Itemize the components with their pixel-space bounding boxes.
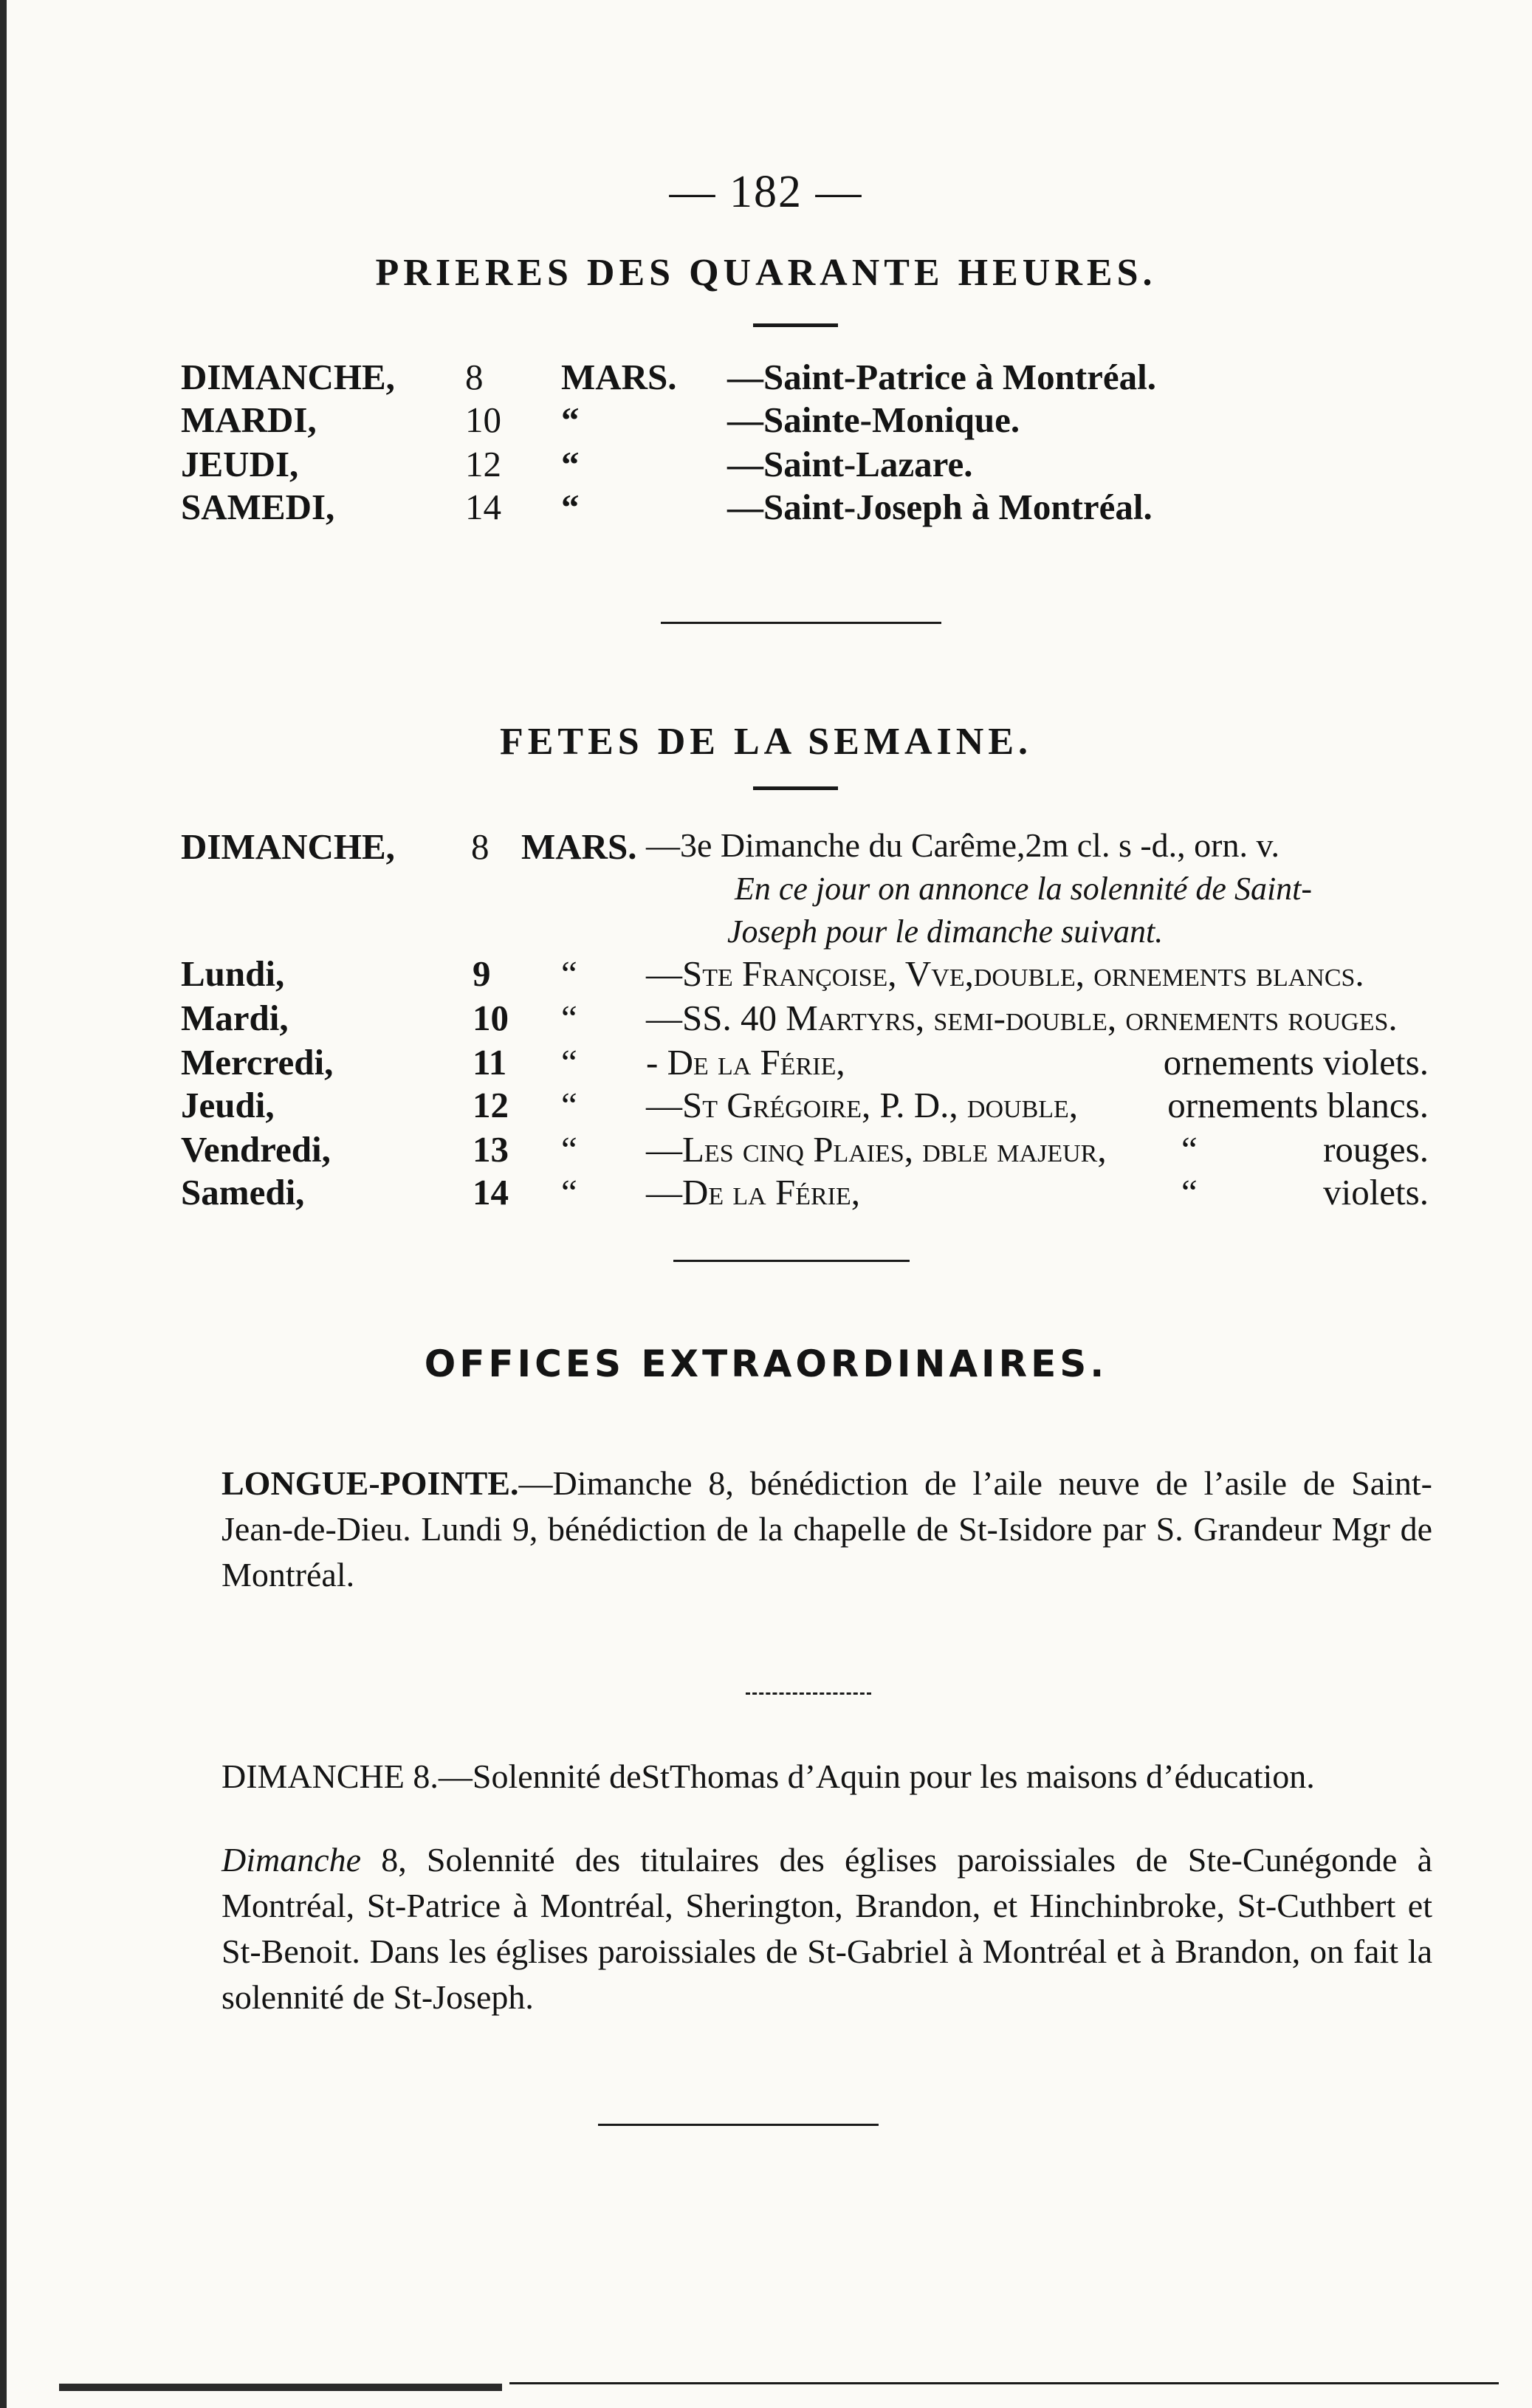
- office-lead: LONGUE-POINTE.: [221, 1464, 519, 1502]
- prayer-day: SAMEDI,: [181, 487, 335, 527]
- feast-ditto: “: [561, 1172, 577, 1212]
- section-title-feasts: FETES DE LA SEMAINE.: [499, 721, 1033, 763]
- prayer-row: [0, 443, 1532, 487]
- prayer-row: [0, 399, 1532, 443]
- page-bottom-edge: [509, 2382, 1499, 2384]
- feast-date: 11: [473, 1042, 507, 1083]
- feast-description: - De la Férie,: [646, 1042, 845, 1083]
- feast-ornaments: ornements blancs.: [1167, 1085, 1429, 1125]
- prayer-place: —Saint-Joseph à Montréal.: [727, 487, 1153, 527]
- title-underline: [753, 786, 838, 790]
- feast-note: [0, 913, 1532, 957]
- office-paragraph-longue-pointe: [221, 1461, 1432, 1598]
- prayer-date: 14: [465, 487, 501, 527]
- feast-ditto: “: [561, 1085, 577, 1125]
- office-text: 8, Solennité des titulaires des églises paroissiales de Ste-Cunégonde à Montréal, St-Patrice à Montréal, Sherington, Brandon, et Hinchinbroke, St-Cuthbert et St-Benoit. Dans les églises paroissiales de St-Gabriel à Montréal et à Brandon, on fait la solennité de St-Joseph.: [221, 1841, 1432, 2016]
- ornament-divider: [746, 1692, 871, 1697]
- feast-day: Jeudi,: [181, 1085, 275, 1125]
- feast-row: [0, 1084, 1532, 1128]
- office-paragraph-st-thomas: DIMANCHE 8.—Solennité deStThomas d’Aquin pour les maisons d’éducation.: [221, 1757, 1315, 1795]
- feast-description: —3e Dimanche du Carême,2m cl. s -d., orn. v.: [646, 826, 1280, 864]
- feast-day: Mercredi,: [181, 1042, 334, 1083]
- prayer-place: —Saint-Lazare.: [727, 444, 973, 484]
- prayer-row: [0, 356, 1532, 400]
- feast-row: [0, 1171, 1532, 1215]
- page-bottom-edge: [59, 2384, 502, 2391]
- feast-ditto: “: [561, 1042, 577, 1083]
- feast-row: [0, 953, 1532, 997]
- prayer-place: —Sainte-Monique.: [727, 399, 1020, 440]
- feast-date: 9: [473, 953, 491, 994]
- prayer-month: “: [561, 444, 580, 484]
- feast-ornaments: violets.: [1323, 1172, 1429, 1212]
- feast-month: MARS.: [521, 826, 637, 867]
- feast-date: 12: [473, 1085, 509, 1125]
- feast-day: Vendredi,: [181, 1129, 331, 1170]
- prayer-row: [0, 486, 1532, 530]
- feast-date: 14: [473, 1172, 509, 1212]
- section-title-prayers: PRIERES DES QUARANTE HEURES.: [375, 252, 1157, 294]
- prayer-day: DIMANCHE,: [181, 357, 395, 397]
- section-divider: [598, 2124, 879, 2126]
- title-underline: [753, 323, 838, 327]
- feast-note-line: Joseph pour le dimanche suivant.: [727, 913, 1164, 950]
- feast-note: [0, 870, 1532, 914]
- prayer-month: MARS.: [561, 357, 677, 397]
- feast-description: —St Grégoire, P. D., double,: [646, 1085, 1079, 1125]
- prayer-month: “: [561, 399, 580, 440]
- feast-day: DIMANCHE,: [181, 826, 395, 867]
- office-text: —Dimanche 8, bénédiction de l’aile neuve de l’asile de Saint-Jean-de-Dieu. Lundi 9, bénédiction de la chapelle de St-Isidore par S. Grandeur Mgr de Montréal.: [221, 1464, 1432, 1594]
- section-title-offices: OFFICES EXTRAORDINAIRES.: [424, 1342, 1108, 1385]
- prayer-date: 8: [465, 357, 484, 397]
- feast-day: Mardi,: [181, 998, 289, 1038]
- feast-description: —De la Férie,: [646, 1172, 861, 1212]
- feast-day: Samedi,: [181, 1172, 305, 1212]
- feast-ornaments: rouges.: [1323, 1129, 1429, 1170]
- page-number: — 182 —: [669, 167, 863, 217]
- feast-description: —Ste Françoise, Vve,double, ornements blancs.: [646, 953, 1364, 994]
- office-lead: Dimanche: [221, 1841, 362, 1879]
- feast-ditto: “: [561, 1129, 577, 1170]
- feast-ditto: “: [1181, 1129, 1198, 1170]
- feast-row: [0, 1041, 1532, 1085]
- prayer-month: “: [561, 487, 580, 527]
- feast-ditto: “: [561, 998, 577, 1038]
- prayer-day: JEUDI,: [181, 444, 299, 484]
- feast-ditto: “: [1181, 1172, 1198, 1212]
- feast-description: —Les cinq Plaies, dble majeur,: [646, 1129, 1107, 1170]
- feast-note-line: En ce jour on annonce la solennité de Saint-: [735, 871, 1313, 907]
- feast-day: Lundi,: [181, 953, 285, 994]
- feast-date: 10: [473, 998, 509, 1038]
- feast-date: 13: [473, 1129, 509, 1170]
- section-divider: [673, 1260, 910, 1262]
- prayer-day: MARDI,: [181, 399, 317, 440]
- prayer-date: 12: [465, 444, 501, 484]
- prayer-date: 10: [465, 399, 501, 440]
- prayer-place: —Saint-Patrice à Montréal.: [727, 357, 1157, 397]
- section-divider: [661, 622, 941, 624]
- feast-row: [0, 1128, 1532, 1173]
- feast-ornaments: ornements violets.: [1163, 1042, 1429, 1083]
- feast-row: [0, 997, 1532, 1041]
- feast-ditto: “: [561, 953, 577, 994]
- feast-date: 8: [471, 826, 490, 867]
- office-paragraph-titulaires: [221, 1837, 1432, 2020]
- feast-row-first: [0, 826, 1532, 870]
- feast-description: —SS. 40 Martyrs, semi-double, ornements rouges.: [646, 998, 1398, 1038]
